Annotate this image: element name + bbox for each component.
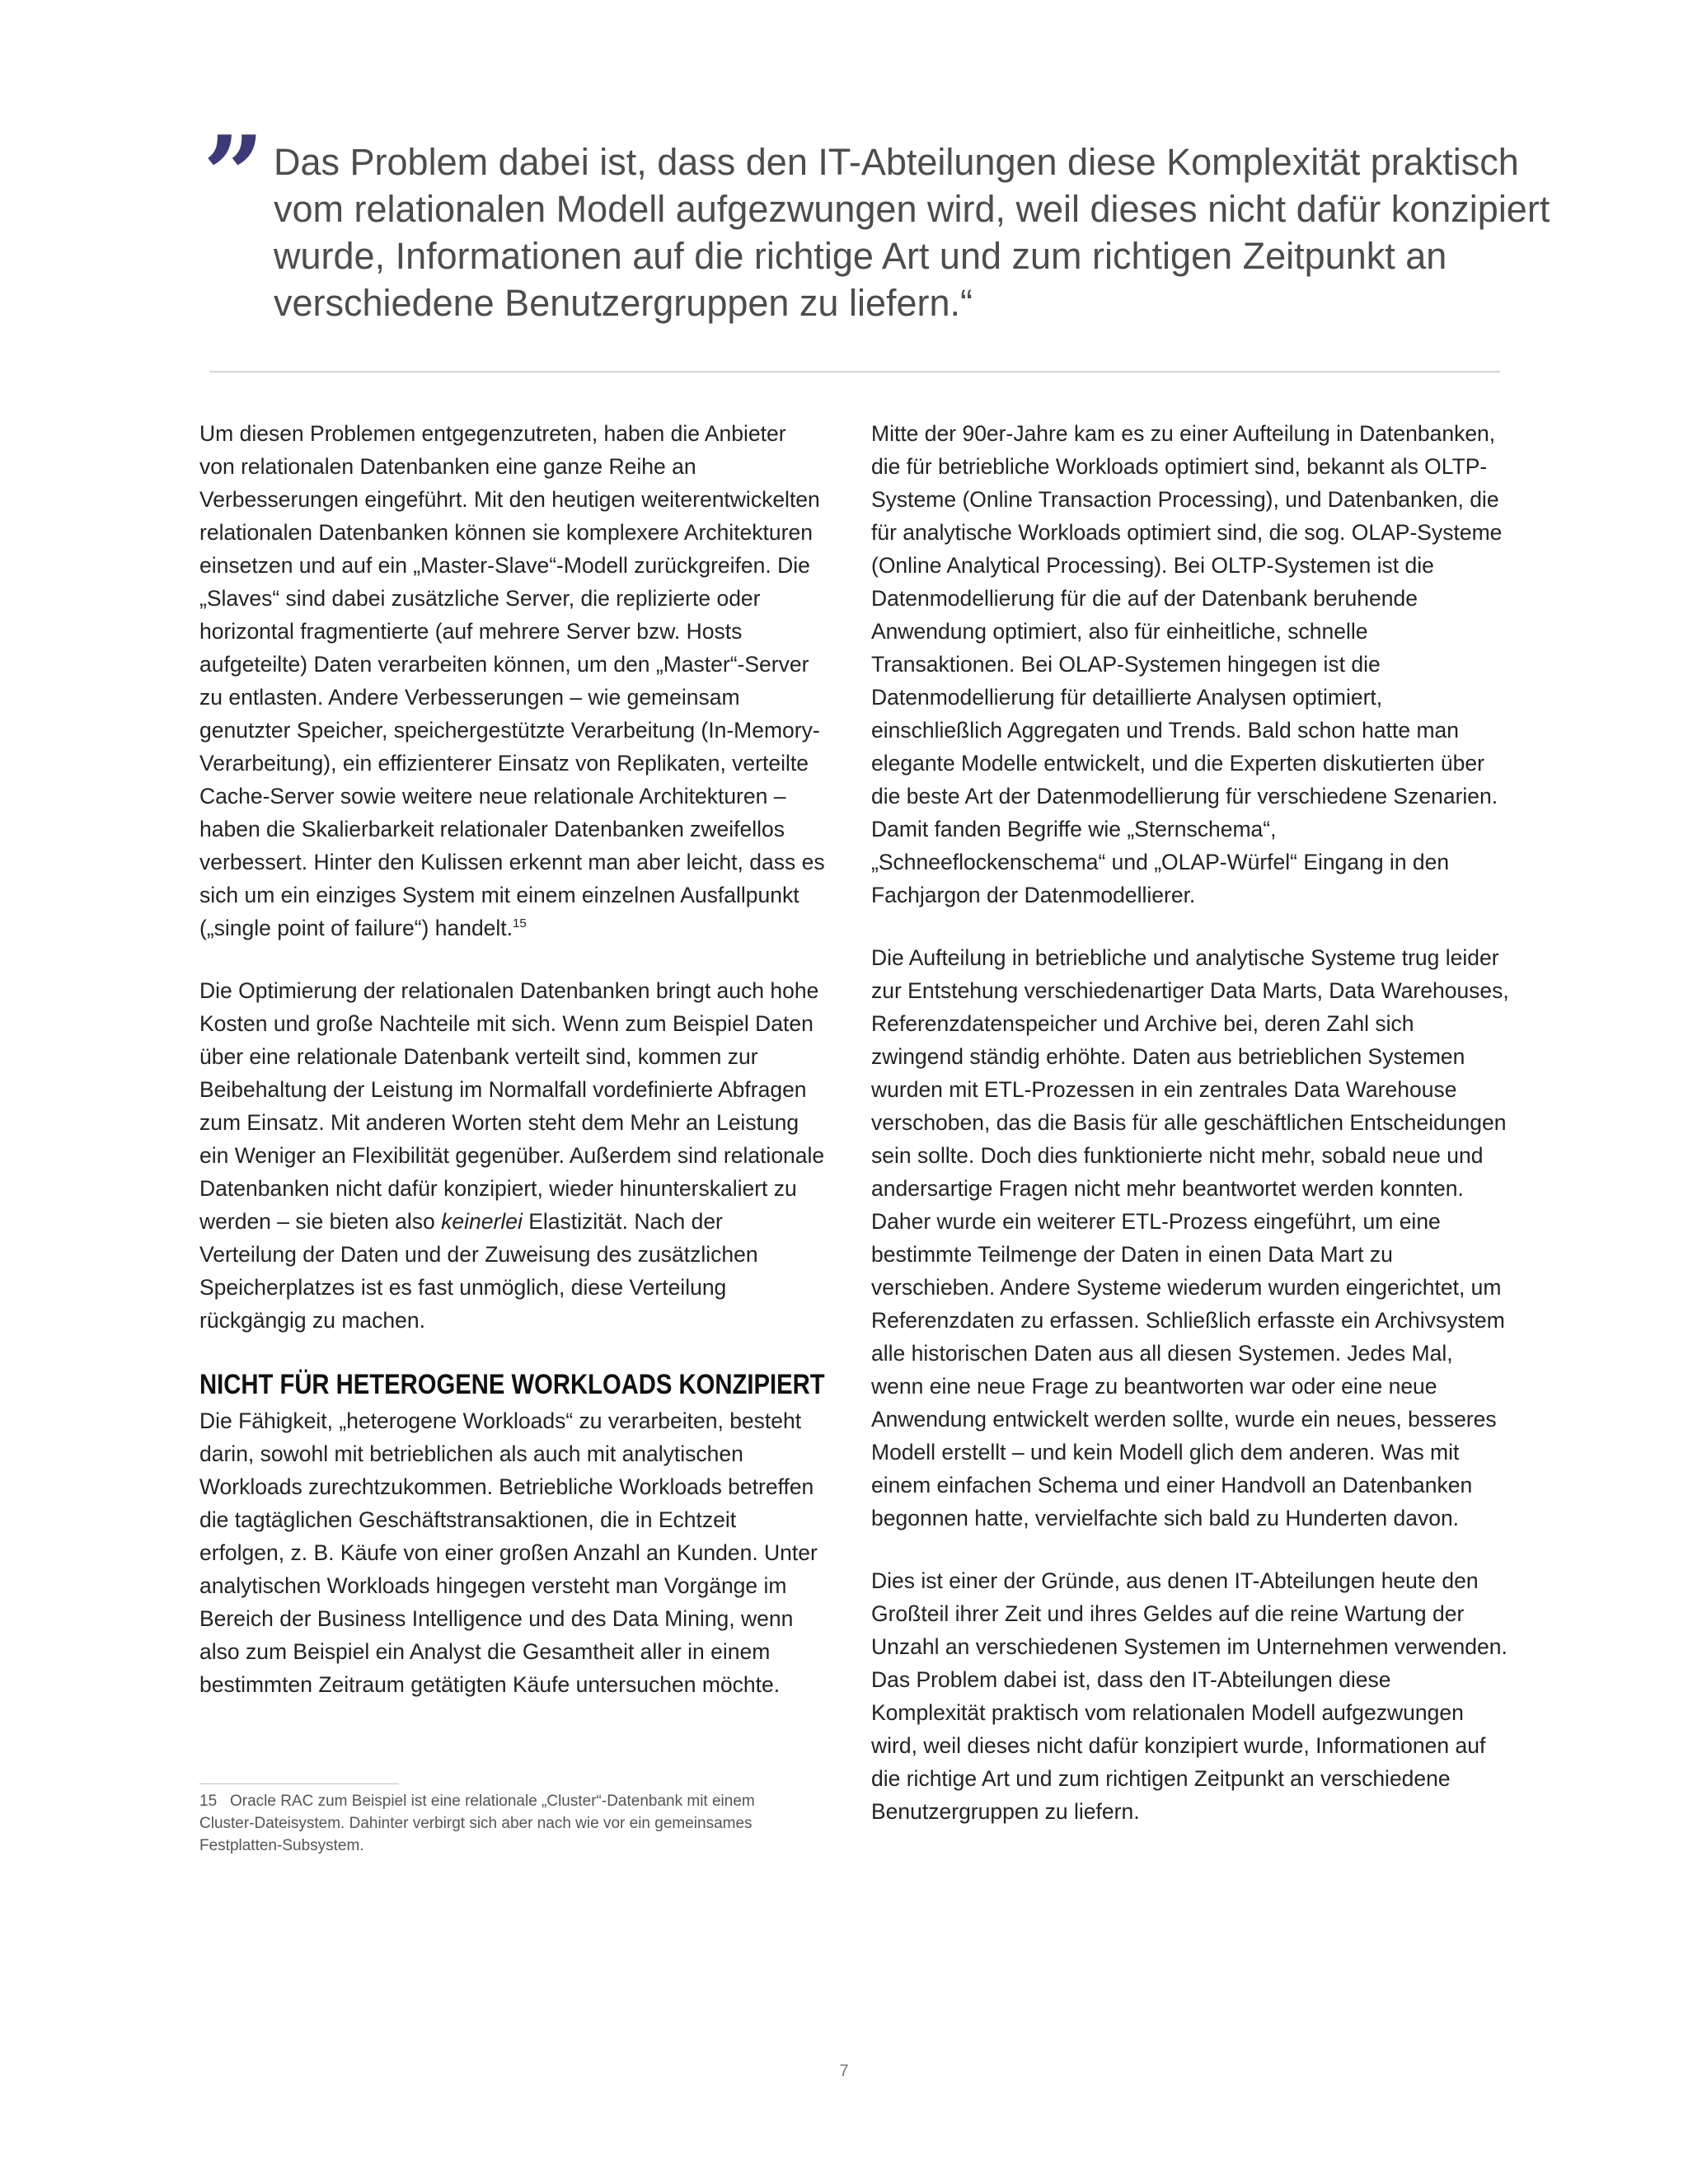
left-paragraph-1-text: Um diesen Problemen entgegenzutreten, haben die Anbieter von relationalen Datenbanken eine ganze Reihe an Verbesserungen eingeführt. Mit den heutigen weiterentwickelten relationalen Datenbanken können sie komplexere Architekturen einsetzen und auf ein „Master-Slave“-Modell zurückgreifen. Die „Slaves“ sind dabei zusätzliche Server, die replizierte oder horizontal fragmentierte (auf mehrere Server bzw. Hosts aufgeteilte) Daten verarbeiten können, um den „Master“-Server zu entlasten. Andere Verbesserungen – wie gemeinsam genutzter Speicher, speichergestützte Verarbeitung (In-Memory-Verarbeitung), ein effizienterer Einsatz von Replikaten, verteilte Cache-Server sowie weitere neue relationale Architekturen – haben die Skalierbarkeit relationaler Datenbanken zweifellos verbessert. Hinter den Kulissen erkennt man aber leicht, dass es sich um ein einziges System mit einem einzelnen Ausfallpunkt („single point of failure“) handelt. bbox=[199, 421, 825, 940]
left-column bbox=[199, 417, 826, 1701]
right-column bbox=[871, 417, 1510, 1828]
left-paragraph-1 bbox=[199, 417, 826, 944]
right-paragraph-3: Dies ist einer der Gründe, aus denen IT-Abteilungen heute den Großteil ihrer Zeit und ihres Geldes auf die reine Wartung der Unzahl an verschiedenen Systemen im Unternehmen verwenden. Das Problem dabei ist, dass den IT-Abteilungen diese Komplexität praktisch vom relationalen Modell aufgezwungen wird, weil dieses nicht dafür konzipiert wurde, Informationen auf die richtige Art und zum richtigen Zeitpunkt an verschiedene Benutzergruppen zu liefern. bbox=[871, 1568, 1507, 1824]
right-paragraph-1: Mitte der 90er-Jahre kam es zu einer Aufteilung in Datenbanken, die für betriebliche Workloads optimiert sind, bekannt als OLTP-Systeme (Online Transaction Processing), und Datenbanken, die für analytische Workloads optimiert sind, die sog. OLAP-Systeme (Online Analytical Processing). Bei OLTP-Systemen ist die Datenmodellierung für die auf der Datenbank beruhende Anwendung optimiert, also für einheitliche, schnelle Transaktionen. Bei OLAP-Systemen hingegen ist die Datenmodellierung für detaillierte Analysen optimiert, einschließlich Aggregaten und Trends. Bald schon hatte man elegante Modelle entwickelt, und die Experten diskutierten über die beste Art der Datenmodellierung für verschiedene Szenarien. Damit fanden Begriffe wie „Sternschema“, „Schneeflockenschema“ und „OLAP-Würfel“ Eingang in den Fachjargon der Datenmodellierer. bbox=[871, 421, 1503, 907]
footnote-divider bbox=[199, 1783, 399, 1784]
right-paragraph-2: Die Aufteilung in betriebliche und analytische Systeme trug leider zur Entstehung verschiedenartiger Data Marts, Data Warehouses, Referenzdatenspeicher und Archive bei, deren Zahl sich zwingend ständig erhöhte. Daten aus betrieblichen Systemen wurden mit ETL-Prozessen in ein zentrales Data Warehouse verschoben, das die Basis für alle geschäftlichen Entscheidungen sein sollte. Doch dies funktionierte nicht mehr, sobald neue und andersartige Fragen nicht mehr beantwortet werden konnten. Daher wurde ein weiterer ETL-Prozess eingeführt, um eine bestimmte Teilmenge der Daten in einen Data Mart zu verschieben. Andere Systeme wiederum wurden eingerichtet, um Referenzdaten zu erfassen. Schließlich erfasste ein Archivsystem alle historischen Daten aus all diesen Systemen. Jedes Mal, wenn eine neue Frage zu beantworten war oder eine neue Anwendung entwickelt werden sollte, wurde ein neues, besseres Modell erstellt – und kein Modell glich dem anderen. Was mit einem einfachen Schema und einer Handvoll an Datenbanken begonnen hatte, vervielfachte sich bald zu Hunderten davon. bbox=[871, 945, 1509, 1530]
footnote-number: 15 bbox=[199, 1793, 218, 1810]
quotation-mark-icon: ” bbox=[203, 112, 265, 238]
left-paragraph-2-text-after: Elastizität. Nach der Verteilung der Daten und der Zuweisung des zusätzlichen Speicherplatzes ist es fast unmöglich, diese Verteilung rückgängig zu machen. bbox=[199, 1209, 758, 1333]
left-paragraph-2 bbox=[199, 974, 826, 1337]
left-paragraph-2-emphasis: keinerlei bbox=[441, 1209, 523, 1234]
pull-quote-text: Das Problem dabei ist, dass den IT-Abteilungen diese Komplexität praktisch vom relationalen Modell aufgezwungen wird, weil dieses nicht dafür konzipiert wurde, Informationen auf die richtige Art und zum richtigen Zeitpunkt an verschiedene Benutzergruppen zu liefern.“ bbox=[274, 141, 1550, 324]
footnote bbox=[199, 1790, 809, 1857]
footnote-text: Oracle RAC zum Beispiel ist eine relationale „Cluster“-Datenbank mit einem Cluster-Dateisystem. Dahinter verbirgt sich aber nach wie vor ein gemeinsames Festplatten-Subsystem. bbox=[199, 1793, 755, 1854]
pull-quote-divider bbox=[209, 371, 1500, 373]
section-heading: NICHT FÜR HETEROGENE WORKLOADS KONZIPIERT bbox=[199, 1369, 825, 1400]
footnote-reference[interactable]: 15 bbox=[513, 916, 527, 931]
page-number: 7 bbox=[839, 2062, 849, 2080]
left-paragraph-2-text-before: Die Optimierung der relationalen Datenbanken bringt auch hohe Kosten und große Nachteile mit sich. Wenn zum Beispiel Daten über eine relationale Datenbank verteilt sind, kommen zur Beibehaltung der Leistung im Normalfall vordefinierte Abfragen zum Einsatz. Mit anderen Worten steht dem Mehr an Leistung ein Weniger an Flexibilität gegenüber. Außerdem sind relationale Datenbanken nicht dafür konzipiert, wieder hinunterskaliert zu werden – sie bieten also bbox=[199, 978, 825, 1234]
section-paragraph: Die Fähigkeit, „heterogene Workloads“ zu verarbeiten, besteht darin, sowohl mit betrieblichen als auch mit analytischen Workloads zurechtzukommen. Betriebliche Workloads betreffen die tagtäglichen Geschäftstransaktionen, die in Echtzeit erfolgen, z. B. Käufe von einer großen Anzahl an Kunden. Unter analytischen Workloads hingegen versteht man Vorgänge im Bereich der Business Intelligence und des Data Mining, wenn also zum Beispiel ein Analyst die Gesamtheit aller in einem bestimmten Zeitraum getätigten Käufe untersuchen möchte. bbox=[199, 1408, 818, 1697]
